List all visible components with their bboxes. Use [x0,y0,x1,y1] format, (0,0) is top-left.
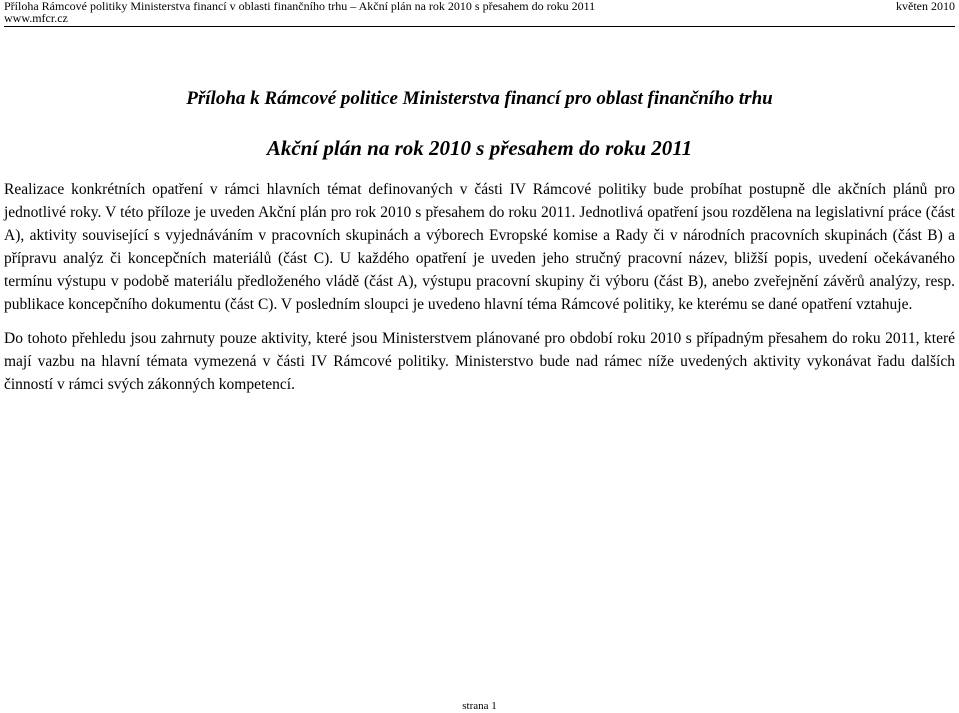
page-header [4,0,955,27]
header-url: www.mfcr.cz [4,11,68,25]
paragraph-scope: Do tohoto přehledu jsou zahrnuty pouze aktivity, které jsou Ministerstvem plánované pro období roku 2010 s případným přesahem do roku 2011, které mají vazbu na hlavní témata vymezená v části IV Rámcové politiky. Ministerstvo bude nad rámec níže uvedených aktivity vykonávat řadu dalších činností v rámci svých zákonných kompetencí. [4,330,955,393]
header-document-title: Příloha Rámcové politiky Ministerstva financí v oblasti finančního trhu – Akční plán na rok 2010 s přesahem do roku 2011 [4,0,596,13]
document-subtitle: Akční plán na rok 2010 s přesahem do roku 2011 [266,136,693,160]
paragraph-intro: Realizace konkrétních opatření v rámci hlavních témat definovaných v části IV Rámcové politiky bude probíhat postupně dle akčních plánů pro jednotlivé roky. V této příloze je uveden Akční plán pro rok 2010 s přesahem do roku 2011. Jednotlivá opatření jsou rozdělena na legislativní práce (část A), aktivity související s vyjednáváním v pracovních skupinách a výborech Evropské komise a Rady či v národních pracovních skupinách (část B) a přípravu analýz či koncepčních materiálů (část C). U každého opatření je uveden jeho stručný pracovní název, bližší popis, uvedení očekávaného termínu výstupu v podobě materiálu předloženého vládě (část A), výstupu pracovní skupiny či výboru (část B), anebo zveřejnění závěrů analýzy, resp. publikace koncepčního dokumentu (část C). V posledním sloupci je uvedeno hlavní téma Rámcové politiky, ke kterému se dané opatření vztahuje. [4,181,955,313]
header-left [4,0,595,24]
page-number: strana 1 [462,700,497,712]
document-title: Příloha k Rámcové politice Ministerstva financí pro oblast finančního trhu [186,88,773,109]
header-date: květen 2010 [896,0,955,13]
